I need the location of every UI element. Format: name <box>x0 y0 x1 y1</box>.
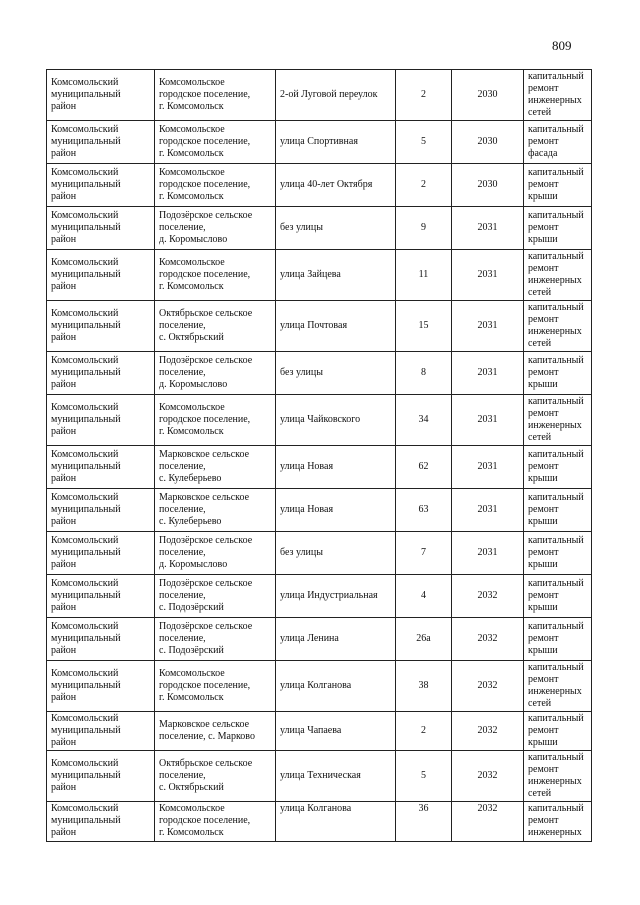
district-cell: Комсомольский муниципальный район <box>47 618 155 661</box>
work-type-cell: капитальный ремонт крыши <box>524 575 592 618</box>
settlement-cell: Октябрьское сельское поселение, с. Октябрьский <box>155 301 276 352</box>
house-number-cell: 11 <box>396 250 452 301</box>
district-cell: Комсомольский муниципальный район <box>47 352 155 395</box>
table-row <box>47 250 592 301</box>
settlement-cell: Комсомольское городское поселение, г. Комсомольск <box>155 70 276 121</box>
settlement-cell: Комсомольское городское поселение, г. Комсомольск <box>155 395 276 446</box>
work-type-cell: капитальный ремонт инженерных сетей <box>524 301 592 352</box>
street-cell: 2-ой Луговой переулок <box>276 70 396 121</box>
table-row <box>47 121 592 164</box>
house-number-cell: 5 <box>396 751 452 802</box>
year-cell: 2031 <box>452 489 524 532</box>
settlement-cell: Подозёрское сельское поселение, с. Подозёрский <box>155 618 276 661</box>
house-number-cell: 36 <box>396 802 452 842</box>
work-type-cell: капитальный ремонт инженерных сетей <box>524 395 592 446</box>
settlement-cell: Комсомольское городское поселение, г. Комсомольск <box>155 802 276 842</box>
street-cell: улица Колганова <box>276 802 396 842</box>
street-cell: улица Техническая <box>276 751 396 802</box>
house-number-cell: 34 <box>396 395 452 446</box>
work-type-cell: капитальный ремонт крыши <box>524 352 592 395</box>
table-row <box>47 712 592 751</box>
table-row <box>47 207 592 250</box>
district-cell: Комсомольский муниципальный район <box>47 751 155 802</box>
page-number: 809 <box>552 38 572 53</box>
settlement-cell: Подозёрское сельское поселение, д. Коромыслово <box>155 532 276 575</box>
work-type-cell: капитальный ремонт крыши <box>524 712 592 751</box>
work-type-cell: капитальный ремонт инженерных сетей <box>524 661 592 712</box>
settlement-cell: Подозёрское сельское поселение, с. Подозёрский <box>155 575 276 618</box>
year-cell: 2032 <box>452 661 524 712</box>
street-cell: без улицы <box>276 352 396 395</box>
street-cell: улица Индустриальная <box>276 575 396 618</box>
settlement-cell: Марковское сельское поселение, с. Кулеберьево <box>155 489 276 532</box>
house-number-cell: 62 <box>396 446 452 489</box>
house-number-cell: 2 <box>396 70 452 121</box>
work-type-cell: капитальный ремонт инженерных сетей <box>524 751 592 802</box>
table-row <box>47 489 592 532</box>
work-type-cell: капитальный ремонт крыши <box>524 207 592 250</box>
table-row <box>47 352 592 395</box>
settlement-cell: Октябрьское сельское поселение, с. Октябрьский <box>155 751 276 802</box>
district-cell: Комсомольский муниципальный район <box>47 532 155 575</box>
year-cell: 2031 <box>452 446 524 489</box>
district-cell: Комсомольский муниципальный район <box>47 802 155 842</box>
table-row <box>47 70 592 121</box>
district-cell: Комсомольский муниципальный район <box>47 164 155 207</box>
district-cell: Комсомольский муниципальный район <box>47 575 155 618</box>
settlement-cell: Подозёрское сельское поселение, д. Коромыслово <box>155 207 276 250</box>
table-row <box>47 446 592 489</box>
table-row <box>47 661 592 712</box>
settlement-cell: Комсомольское городское поселение, г. Комсомольск <box>155 250 276 301</box>
year-cell: 2031 <box>452 207 524 250</box>
district-cell: Комсомольский муниципальный район <box>47 489 155 532</box>
table-row <box>47 301 592 352</box>
settlement-cell: Подозёрское сельское поселение, д. Коромыслово <box>155 352 276 395</box>
table-row <box>47 618 592 661</box>
year-cell: 2031 <box>452 301 524 352</box>
house-number-cell: 7 <box>396 532 452 575</box>
year-cell: 2032 <box>452 712 524 751</box>
work-type-cell: капитальный ремонт инженерных сетей <box>524 70 592 121</box>
year-cell: 2030 <box>452 164 524 207</box>
street-cell: улица Спортивная <box>276 121 396 164</box>
housing-repair-table <box>46 69 592 842</box>
work-type-cell: капитальный ремонт крыши <box>524 164 592 207</box>
street-cell: улица Колганова <box>276 661 396 712</box>
year-cell: 2031 <box>452 352 524 395</box>
year-cell: 2030 <box>452 121 524 164</box>
house-number-cell: 9 <box>396 207 452 250</box>
street-cell: улица Новая <box>276 446 396 489</box>
year-cell: 2031 <box>452 250 524 301</box>
work-type-cell: капитальный ремонт крыши <box>524 489 592 532</box>
street-cell: улица Чайковского <box>276 395 396 446</box>
table-row <box>47 164 592 207</box>
district-cell: Комсомольский муниципальный район <box>47 712 155 751</box>
year-cell: 2031 <box>452 395 524 446</box>
house-number-cell: 5 <box>396 121 452 164</box>
district-cell: Комсомольский муниципальный район <box>47 121 155 164</box>
house-number-cell: 2 <box>396 712 452 751</box>
district-cell: Комсомольский муниципальный район <box>47 70 155 121</box>
settlement-cell: Марковское сельское поселение, с. Марково <box>155 712 276 751</box>
street-cell: улица 40-лет Октября <box>276 164 396 207</box>
settlement-cell: Комсомольское городское поселение, г. Комсомольск <box>155 164 276 207</box>
house-number-cell: 26а <box>396 618 452 661</box>
house-number-cell: 4 <box>396 575 452 618</box>
work-type-cell: капитальный ремонт инженерных сетей <box>524 250 592 301</box>
year-cell: 2032 <box>452 575 524 618</box>
work-type-cell: капитальный ремонт крыши <box>524 446 592 489</box>
district-cell: Комсомольский муниципальный район <box>47 661 155 712</box>
table-row <box>47 532 592 575</box>
house-number-cell: 38 <box>396 661 452 712</box>
house-number-cell: 2 <box>396 164 452 207</box>
street-cell: улица Ленина <box>276 618 396 661</box>
settlement-cell: Марковское сельское поселение, с. Кулеберьево <box>155 446 276 489</box>
year-cell: 2032 <box>452 802 524 842</box>
table-row <box>47 395 592 446</box>
house-number-cell: 15 <box>396 301 452 352</box>
work-type-cell: капитальный ремонт фасада <box>524 121 592 164</box>
street-cell: без улицы <box>276 207 396 250</box>
street-cell: улица Зайцева <box>276 250 396 301</box>
table-row <box>47 575 592 618</box>
table-row <box>47 751 592 802</box>
year-cell: 2031 <box>452 532 524 575</box>
table-row <box>47 802 592 842</box>
year-cell: 2032 <box>452 751 524 802</box>
work-type-cell: капитальный ремонт инженерных <box>524 802 592 842</box>
district-cell: Комсомольский муниципальный район <box>47 250 155 301</box>
district-cell: Комсомольский муниципальный район <box>47 301 155 352</box>
street-cell: улица Почтовая <box>276 301 396 352</box>
district-cell: Комсомольский муниципальный район <box>47 395 155 446</box>
settlement-cell: Комсомольское городское поселение, г. Комсомольск <box>155 121 276 164</box>
house-number-cell: 8 <box>396 352 452 395</box>
work-type-cell: капитальный ремонт крыши <box>524 532 592 575</box>
work-type-cell: капитальный ремонт крыши <box>524 618 592 661</box>
settlement-cell: Комсомольское городское поселение, г. Комсомольск <box>155 661 276 712</box>
street-cell: без улицы <box>276 532 396 575</box>
year-cell: 2030 <box>452 70 524 121</box>
year-cell: 2032 <box>452 618 524 661</box>
district-cell: Комсомольский муниципальный район <box>47 446 155 489</box>
street-cell: улица Чапаева <box>276 712 396 751</box>
street-cell: улица Новая <box>276 489 396 532</box>
house-number-cell: 63 <box>396 489 452 532</box>
district-cell: Комсомольский муниципальный район <box>47 207 155 250</box>
